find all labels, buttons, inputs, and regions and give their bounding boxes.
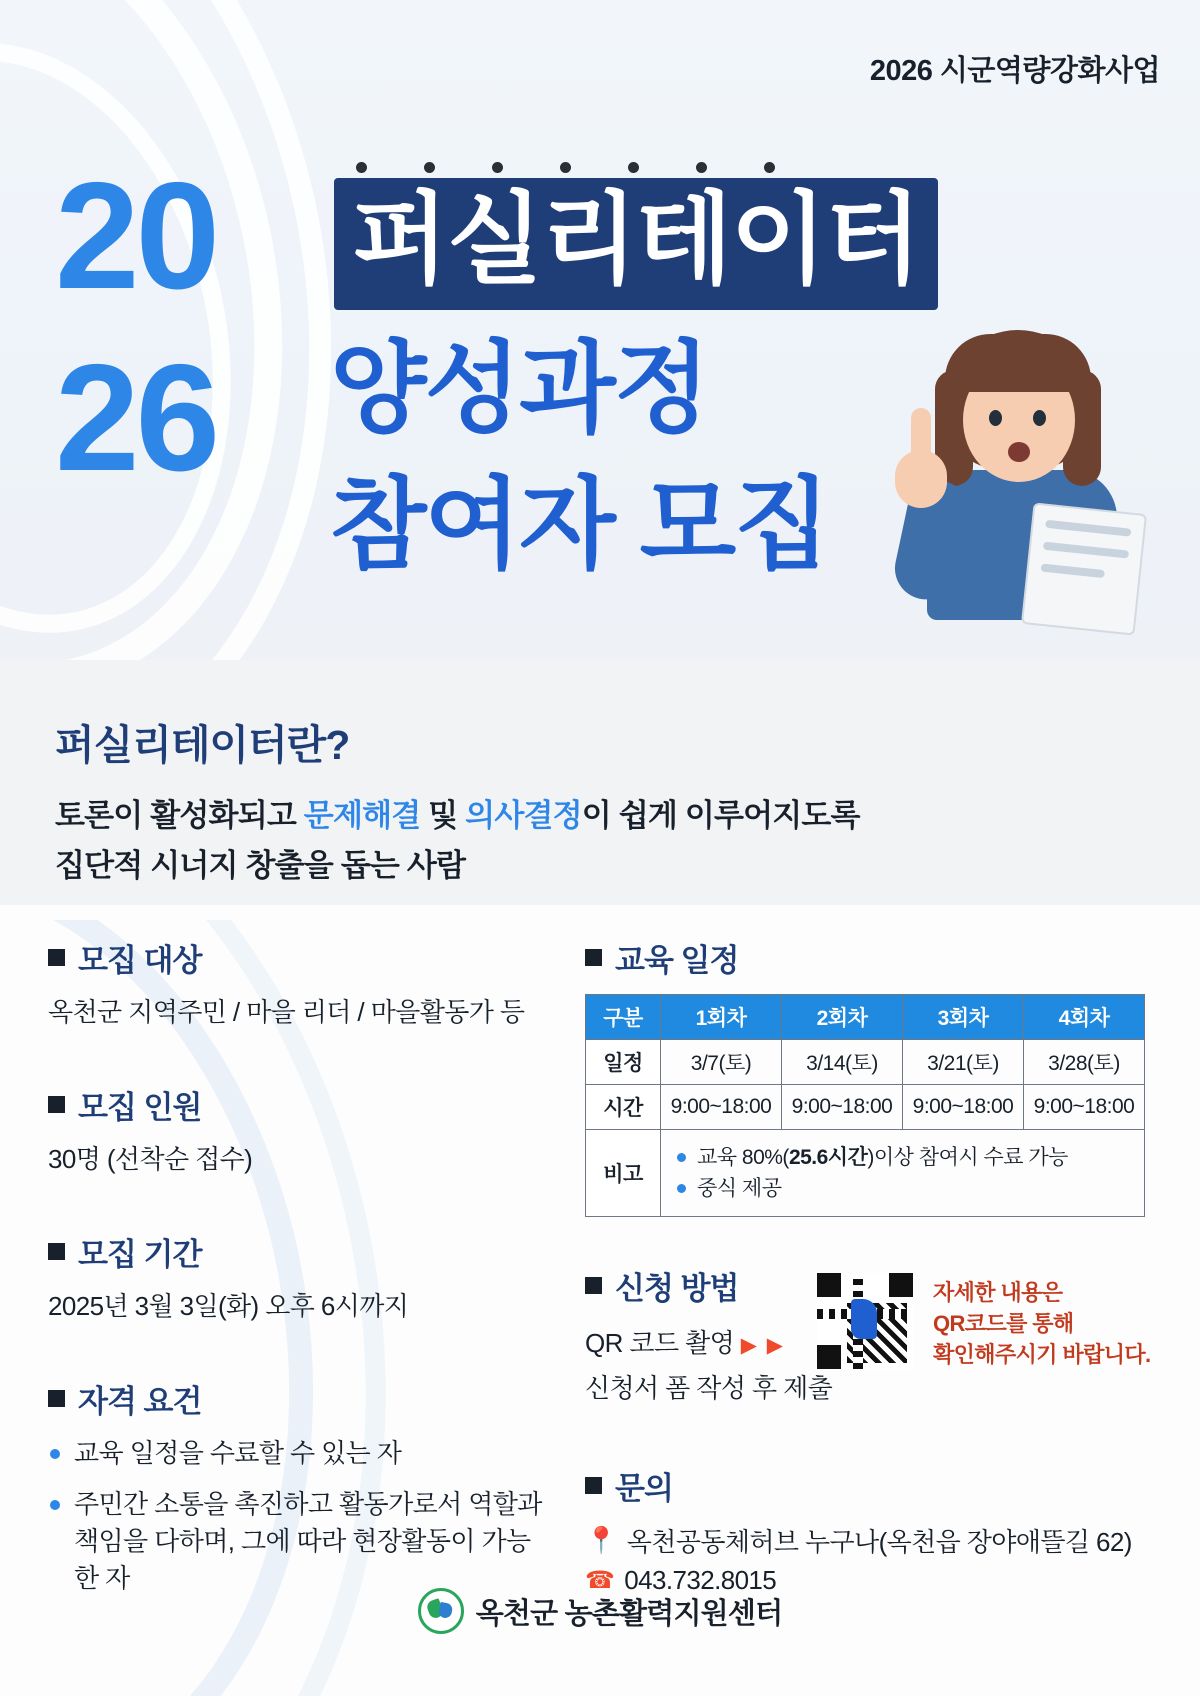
square-bullet-icon [48,1390,65,1407]
qr-note [933,1277,1153,1370]
requirements-list [48,1435,548,1597]
program-tagline: 2026 시군역량강화사업 [869,55,1160,87]
table-cell: 9:00~18:00 [661,1085,782,1130]
table-row-label: 일정 [586,1040,661,1085]
definition-text-a: 토론이 활성화되고 [55,798,304,833]
section-period-heading [48,1229,548,1274]
year-top: 20 [55,151,217,321]
square-bullet-icon [585,1477,602,1494]
definition-line-2: 집단적 시너지 창출을 돕는 사람 [55,848,466,883]
table-row [586,1040,1145,1085]
section-schedule-heading [585,935,1155,980]
section-period-body: 2025년 3월 3일(화) 오후 6시까지 [48,1291,409,1321]
section-count-body: 30명 (선착순 접수) [48,1144,253,1174]
section-period-title: 모집 기간 [78,1237,202,1272]
qr-note-line-2: QR코드를 통해 [933,1311,1074,1336]
definition-title: 퍼실리테이터란? [55,722,350,768]
table-header-row [586,995,1145,1040]
title-line-1: 퍼실리테이터 [352,184,920,296]
left-column [48,935,548,1611]
section-count [48,1082,548,1177]
location-pin-icon: 📍 [585,1525,617,1555]
table-cell: 3/14(토) [782,1040,903,1085]
person-eye-right [1033,410,1046,426]
note-prefix: 교육 80%( [697,1146,789,1169]
qr-note-line-3: 확인해주시기 바랍니다. [933,1342,1151,1367]
section-requirements [48,1376,548,1597]
definition-text-c: 이 쉽게 이루어지도록 [581,798,860,833]
person-fringe [945,334,1091,392]
definition-highlight-2: 의사결정 [465,798,582,833]
table-cell: 9:00~18:00 [903,1085,1024,1130]
section-target-heading [48,935,548,980]
qr-code-icon[interactable] [817,1273,913,1369]
section-contact [585,1463,1155,1596]
year-bottom: 26 [55,333,217,503]
section-count-heading [48,1082,548,1127]
title-highlight-box [334,178,938,310]
table-cell: 9:00~18:00 [1024,1085,1145,1130]
table-col-header: 3회차 [903,995,1024,1040]
apply-line-2: 신청서 폼 작성 후 제출 [585,1373,833,1403]
person-document [1021,502,1147,635]
square-bullet-icon [585,949,602,966]
table-row-label: 비고 [586,1130,661,1217]
square-bullet-icon [48,1096,65,1113]
list-item [675,1142,1130,1173]
title-line-3: 참여자 모집 [330,469,829,581]
footer [0,1588,1200,1634]
section-contact-title: 문의 [615,1471,673,1506]
illustration-person [905,330,1175,620]
person-mouth [1008,442,1030,462]
definition-highlight-1: 문제해결 [303,798,421,833]
definition-text-b: 및 [420,798,466,833]
schedule-notes [675,1142,1130,1204]
section-schedule [585,935,1155,1217]
square-bullet-icon [48,1243,65,1260]
list-item: 중식 제공 [675,1173,1130,1204]
qr-note-line-1: 자세한 내용은 [933,1280,1063,1305]
square-bullet-icon [585,1277,602,1294]
table-cell: 9:00~18:00 [782,1085,903,1130]
section-period [48,1229,548,1324]
table-cell: 3/21(토) [903,1040,1024,1085]
organization-logo-icon [418,1588,464,1634]
right-column [585,935,1155,1596]
definition-line-1 [55,790,860,835]
section-target-body: 옥천군 지역주민 / 마을 리더 / 마을활동가 등 [48,997,525,1027]
section-count-title: 모집 인원 [78,1090,202,1125]
apply-line-1: QR 코드 촬영 [585,1328,735,1358]
contact-phone: 043.732.8015 [624,1565,777,1595]
organization-name: 옥천군 농촌활력지원센터 [475,1597,783,1630]
section-requirements-heading [48,1376,548,1421]
section-contact-heading [585,1463,1155,1508]
table-col-header: 2회차 [782,995,903,1040]
square-bullet-icon [48,949,65,966]
decor-dots [356,160,896,174]
person-pointing-finger [911,408,931,466]
table-row-label: 시간 [586,1085,661,1130]
section-apply-title: 신청 방법 [615,1271,739,1306]
list-item: 주민간 소통을 촉진하고 활동가로서 역할과 책임을 다하며, 그에 따라 현장활동이 가능한 자 [48,1486,548,1597]
person-eye-left [989,410,1002,426]
telephone-icon: ☎ [585,1567,615,1594]
table-cell: 3/7(토) [661,1040,782,1085]
section-target [48,935,548,1030]
note-suffix: )이상 참여시 수료 가능 [867,1146,1068,1169]
table-note-cell [661,1130,1145,1217]
contact-address: 옥천공동체허브 누구나(옥천읍 장야애뜰길 62) [626,1527,1132,1557]
section-requirements-title: 자격 요건 [78,1384,202,1419]
list-item: 교육 일정을 수료할 수 있는 자 [48,1435,548,1472]
table-col-header: 1회차 [661,995,782,1040]
arrows-icon: ▶ ▶ [740,1334,785,1357]
section-schedule-title: 교육 일정 [615,943,739,978]
table-col-header: 4회차 [1024,995,1145,1040]
table-row [586,1130,1145,1217]
year-block [55,151,217,503]
table-row [586,1085,1145,1130]
table-cell: 3/28(토) [1024,1040,1145,1085]
table-col-header: 구분 [586,995,661,1040]
section-apply [585,1263,1155,1409]
title-line-2: 양성과정 [330,333,709,445]
schedule-table [585,994,1145,1217]
note-bold: 25.6시간 [788,1146,868,1169]
section-target-title: 모집 대상 [78,943,202,978]
contact-address-line [585,1522,1155,1559]
